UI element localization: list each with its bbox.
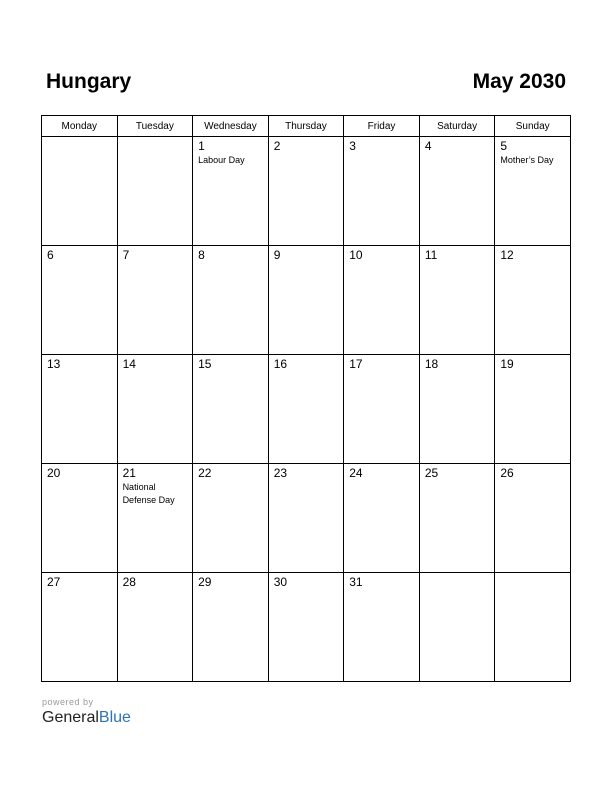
day-number: 19 <box>500 357 514 371</box>
day-number: 6 <box>47 248 54 262</box>
day-number: 10 <box>349 248 363 262</box>
holiday-label: Labour Day <box>198 155 245 165</box>
weekday-sunday: Sunday <box>495 116 571 137</box>
day-number: 14 <box>122 357 136 371</box>
day-cell <box>344 246 420 355</box>
week-row <box>42 573 571 682</box>
day-number: 18 <box>424 357 439 371</box>
calendar-grid <box>41 115 571 682</box>
weekday-saturday: Saturday <box>419 116 495 137</box>
day-number: 22 <box>198 466 212 480</box>
day-cell <box>495 464 571 573</box>
week-row <box>42 246 571 355</box>
day-cell <box>42 355 118 464</box>
logo-blue-text: Blue <box>98 709 131 726</box>
day-number: 12 <box>500 248 514 262</box>
holiday-label: Mother’s Day <box>500 155 554 165</box>
powered-by-text: powered by <box>42 697 94 707</box>
calendar-header <box>46 70 566 100</box>
day-number: 4 <box>424 139 432 153</box>
day-number: 9 <box>273 248 281 262</box>
day-number: 15 <box>198 357 212 371</box>
day-cell <box>268 573 344 682</box>
day-number: 8 <box>198 248 205 262</box>
day-number: 21 <box>122 466 136 480</box>
day-number: 25 <box>424 466 439 480</box>
day-cell <box>419 573 495 682</box>
day-cell <box>344 573 420 682</box>
day-number: 29 <box>198 575 212 589</box>
day-cell <box>268 464 344 573</box>
day-cell <box>419 137 495 246</box>
day-cell <box>495 137 571 246</box>
day-number: 13 <box>47 357 61 371</box>
day-number: 16 <box>273 357 288 371</box>
day-number: 30 <box>273 575 288 589</box>
day-number: 2 <box>273 139 281 153</box>
day-cell <box>344 355 420 464</box>
day-cell <box>495 246 571 355</box>
generalblue-logo[interactable] <box>42 708 131 728</box>
day-cell <box>117 137 193 246</box>
day-cell <box>193 355 269 464</box>
weekday-thursday: Thursday <box>268 116 344 137</box>
weekday-header-row <box>42 116 571 137</box>
day-number: 3 <box>349 139 356 153</box>
day-cell <box>193 137 269 246</box>
day-cell <box>193 464 269 573</box>
day-number: 27 <box>47 575 61 589</box>
weekday-wednesday: Wednesday <box>193 116 269 137</box>
day-cell <box>495 355 571 464</box>
day-cell <box>117 246 193 355</box>
day-number: 11 <box>424 248 438 262</box>
weekday-tuesday: Tuesday <box>117 116 193 137</box>
day-cell <box>268 246 344 355</box>
day-number: 7 <box>122 248 130 262</box>
footer-branding <box>42 697 131 728</box>
day-cell <box>117 355 193 464</box>
day-cell <box>419 355 495 464</box>
logo-general-text: General <box>42 709 99 726</box>
day-number: 26 <box>500 466 514 480</box>
country-title: Hungary <box>46 70 132 93</box>
day-number: 23 <box>273 466 288 480</box>
day-number: 24 <box>349 466 363 480</box>
holiday-label: National Defense Day <box>122 482 175 505</box>
day-number: 5 <box>500 139 508 153</box>
day-cell <box>193 246 269 355</box>
weekday-friday: Friday <box>344 116 420 137</box>
day-cell <box>344 137 420 246</box>
day-cell <box>193 573 269 682</box>
day-number: 17 <box>349 357 363 371</box>
day-cell <box>268 355 344 464</box>
day-cell <box>117 464 193 573</box>
weekday-monday: Monday <box>42 116 118 137</box>
month-year-title: May 2030 <box>472 70 566 93</box>
day-cell <box>42 464 118 573</box>
day-cell <box>117 573 193 682</box>
day-cell <box>419 246 495 355</box>
day-cell <box>495 573 571 682</box>
day-cell <box>42 246 118 355</box>
week-row <box>42 464 571 573</box>
day-cell <box>42 573 118 682</box>
day-cell <box>268 137 344 246</box>
day-number: 20 <box>47 466 61 480</box>
day-cell <box>344 464 420 573</box>
week-row <box>42 137 571 246</box>
day-number: 31 <box>349 575 363 589</box>
day-number: 28 <box>122 575 136 589</box>
day-number: 1 <box>198 139 205 153</box>
day-cell <box>419 464 495 573</box>
day-cell <box>42 137 118 246</box>
week-row <box>42 355 571 464</box>
